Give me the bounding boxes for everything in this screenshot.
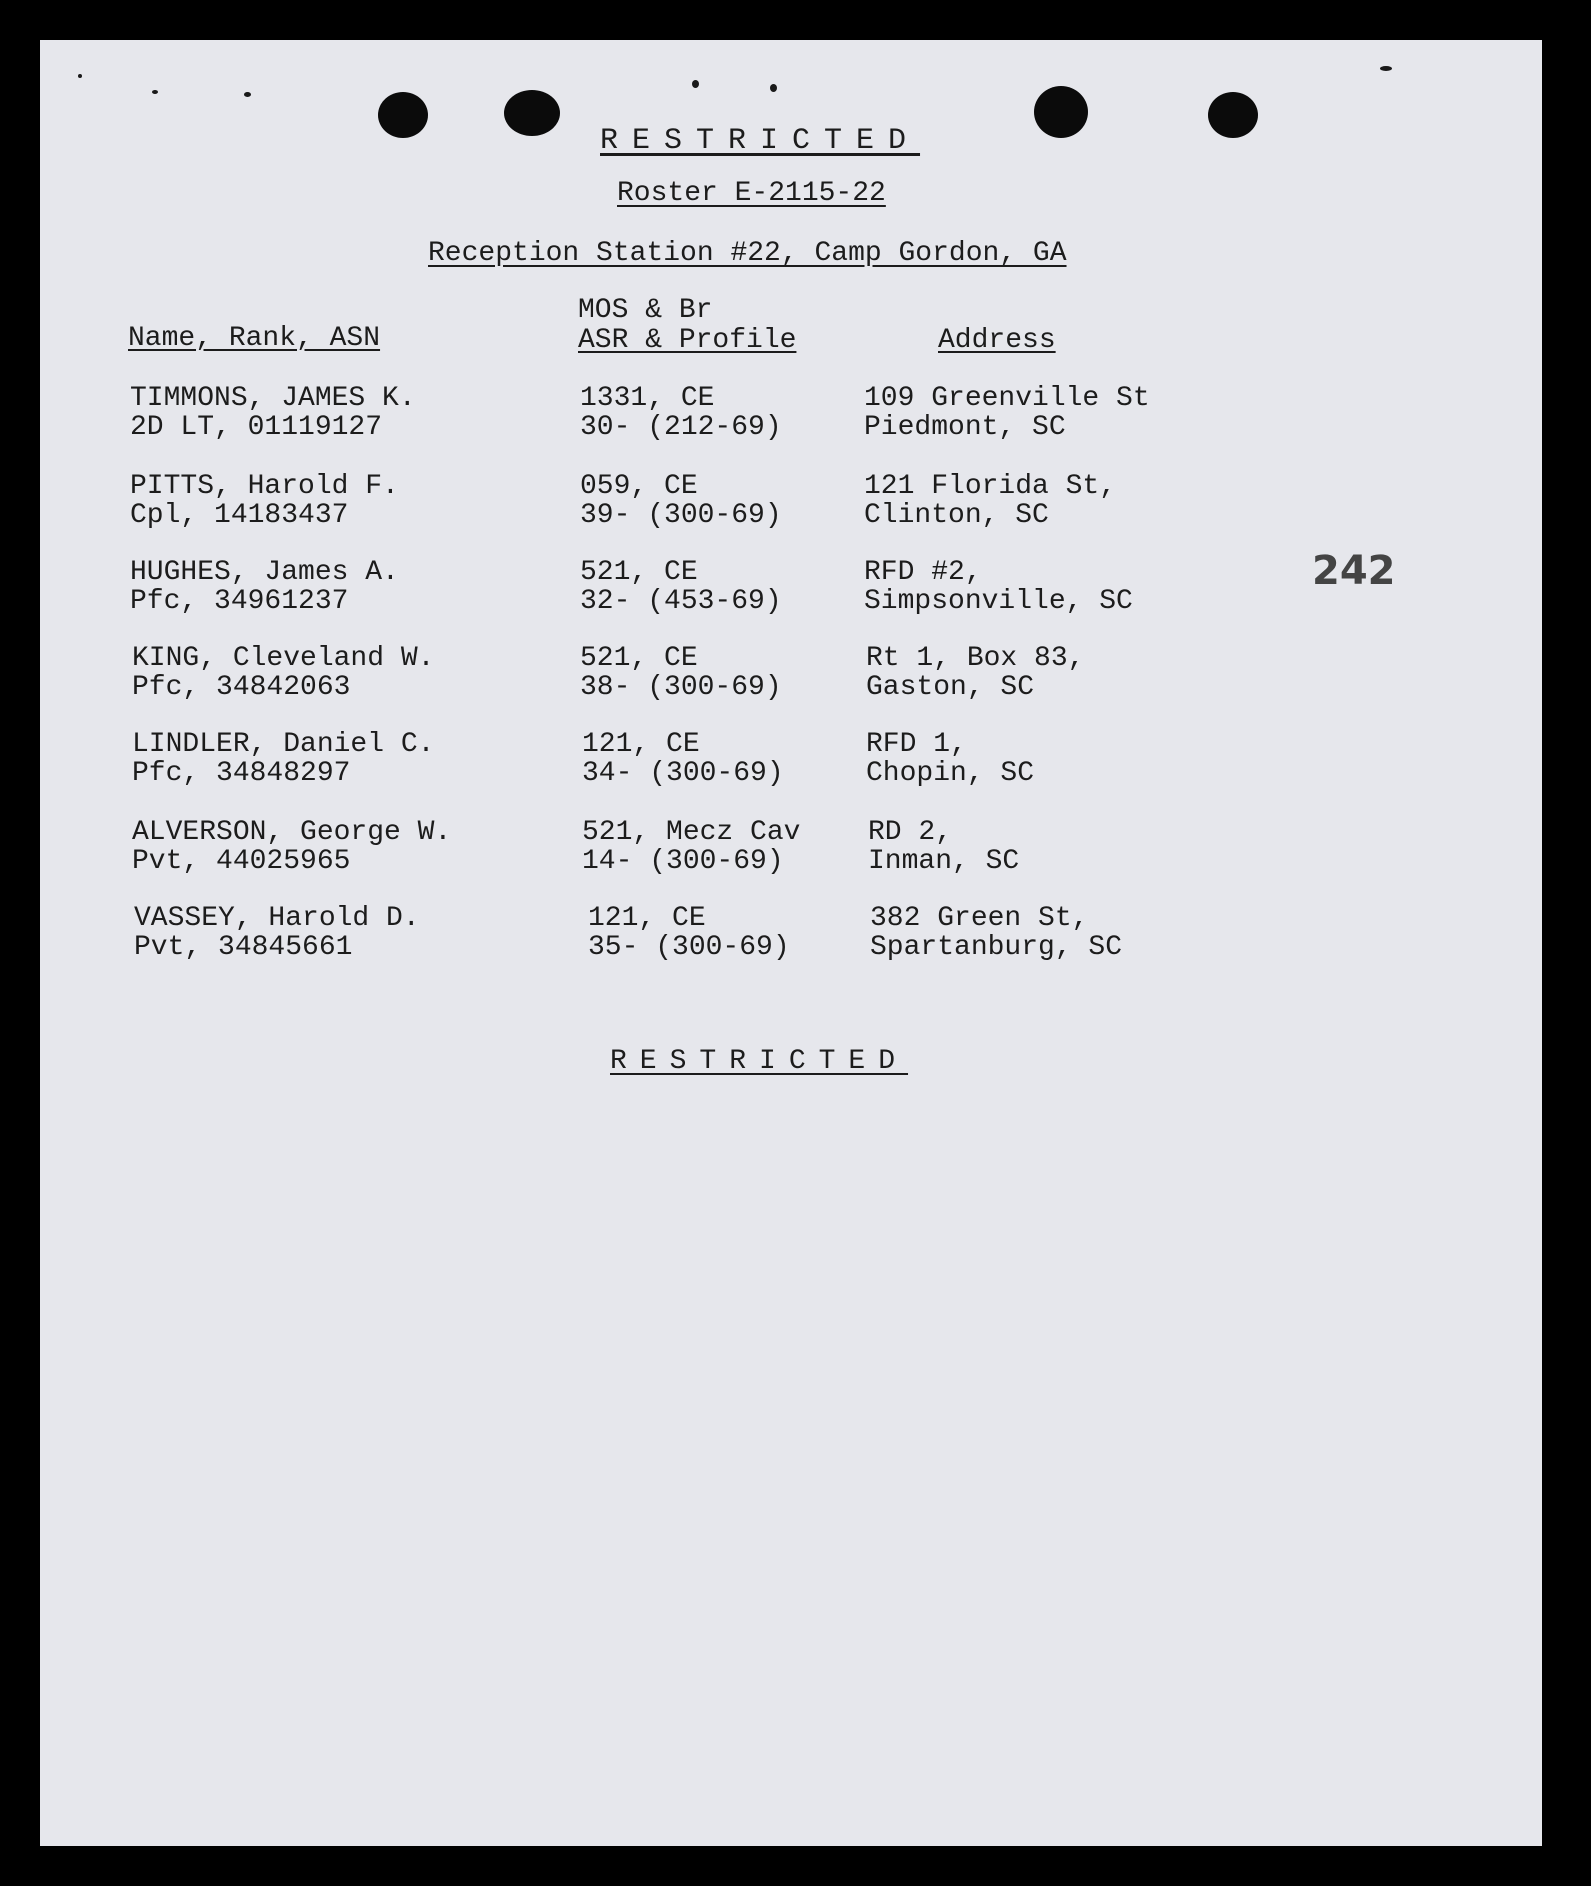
roster-entry	[40, 730, 1542, 790]
mos-branch: 521, CE	[580, 557, 698, 588]
speck	[692, 80, 699, 88]
speck	[770, 84, 777, 92]
address-cell	[866, 644, 1084, 702]
speck	[78, 74, 82, 78]
station-title: Reception Station #22, Camp Gordon, GA	[428, 238, 1067, 269]
roster-entry	[40, 384, 1542, 444]
address-line-2: Gaston, SC	[866, 672, 1035, 703]
name-rank-cell	[130, 558, 399, 616]
punch-hole	[1208, 92, 1258, 138]
speck	[1380, 66, 1392, 71]
asr-profile: 38- (300-69)	[580, 672, 782, 703]
name-rank-cell	[132, 730, 434, 788]
mos-branch: 121, CE	[582, 729, 700, 760]
asr-profile: 34- (300-69)	[582, 758, 784, 789]
mos-branch: 121, CE	[588, 903, 706, 934]
column-header-mos	[578, 296, 796, 356]
punch-hole	[1034, 86, 1088, 138]
address-cell	[870, 904, 1122, 962]
mos-branch: 1331, CE	[580, 383, 715, 414]
rank-asn: Cpl, 14183437	[130, 500, 349, 531]
column-header-asr-label: ASR & Profile	[578, 325, 797, 356]
rank-asn: Pvt, 44025965	[132, 846, 351, 877]
name-rank-cell	[132, 818, 451, 876]
name-rank-cell	[130, 472, 399, 530]
roster-number: Roster E-2115-22	[617, 178, 886, 209]
address-cell	[864, 472, 1116, 530]
mos-cell	[582, 818, 800, 876]
soldier-name: HUGHES, James A.	[130, 557, 399, 588]
column-header-name-label: Name, Rank, ASN	[128, 323, 381, 354]
column-header-mos-label: MOS & Br	[578, 295, 713, 326]
mos-branch: 521, Mecz Cav	[582, 817, 801, 848]
address-cell	[864, 384, 1150, 442]
rank-asn: Pfc, 34961237	[130, 586, 349, 617]
address-line-2: Simpsonville, SC	[864, 586, 1133, 617]
asr-profile: 14- (300-69)	[582, 846, 784, 877]
address-line-2: Spartanburg, SC	[870, 932, 1123, 963]
speck	[152, 90, 158, 94]
name-rank-cell	[132, 644, 434, 702]
soldier-name: PITTS, Harold F.	[130, 471, 399, 502]
column-header-address	[938, 326, 1056, 356]
address-cell	[868, 818, 1019, 876]
address-line-2: Chopin, SC	[866, 758, 1035, 789]
soldier-name: KING, Cleveland W.	[132, 643, 435, 674]
rank-asn: Pvt, 34845661	[134, 932, 353, 963]
mos-cell	[588, 904, 790, 962]
mos-branch: 521, CE	[580, 643, 698, 674]
asr-profile: 32- (453-69)	[580, 586, 782, 617]
soldier-name: VASSEY, Harold D.	[134, 903, 420, 934]
roster-entry	[40, 472, 1542, 532]
address-line-2: Inman, SC	[868, 846, 1020, 877]
address-line-1: 382 Green St,	[870, 903, 1089, 934]
roster-entry	[40, 644, 1542, 704]
address-line-1: Rt 1, Box 83,	[866, 643, 1085, 674]
address-line-1: 109 Greenville St	[864, 383, 1150, 414]
name-rank-cell	[130, 384, 416, 442]
name-rank-cell	[134, 904, 420, 962]
column-header-name	[128, 324, 380, 354]
restricted-header: RESTRICTED	[600, 124, 921, 158]
roster-entry	[40, 904, 1542, 964]
mos-cell	[580, 644, 782, 702]
asr-profile: 39- (300-69)	[580, 500, 782, 531]
punch-hole	[378, 92, 428, 138]
address-line-1: RD 2,	[868, 817, 953, 848]
soldier-name: ALVERSON, George W.	[132, 817, 452, 848]
asr-profile: 35- (300-69)	[588, 932, 790, 963]
address-cell	[866, 730, 1034, 788]
mos-cell	[580, 384, 782, 442]
address-cell	[864, 558, 1133, 616]
mos-cell	[580, 558, 782, 616]
rank-asn: 2D LT, 01119127	[130, 412, 383, 443]
mos-branch: 059, CE	[580, 471, 698, 502]
roster-entry	[40, 818, 1542, 878]
soldier-name: TIMMONS, JAMES K.	[130, 383, 416, 414]
punch-hole	[504, 90, 560, 136]
mos-cell	[580, 472, 782, 530]
column-header-address-label: Address	[938, 325, 1056, 356]
page-number: 242	[1312, 548, 1396, 594]
address-line-1: RFD 1,	[866, 729, 967, 760]
asr-profile: 30- (212-69)	[580, 412, 782, 443]
restricted-footer: RESTRICTED	[610, 1046, 909, 1077]
speck	[244, 92, 251, 97]
rank-asn: Pfc, 34848297	[132, 758, 351, 789]
address-line-2: Clinton, SC	[864, 500, 1049, 531]
soldier-name: LINDLER, Daniel C.	[132, 729, 435, 760]
rank-asn: Pfc, 34842063	[132, 672, 351, 703]
address-line-1: 121 Florida St,	[864, 471, 1117, 502]
address-line-2: Piedmont, SC	[864, 412, 1066, 443]
address-line-1: RFD #2,	[864, 557, 982, 588]
mos-cell	[582, 730, 784, 788]
document-page	[40, 40, 1542, 1846]
